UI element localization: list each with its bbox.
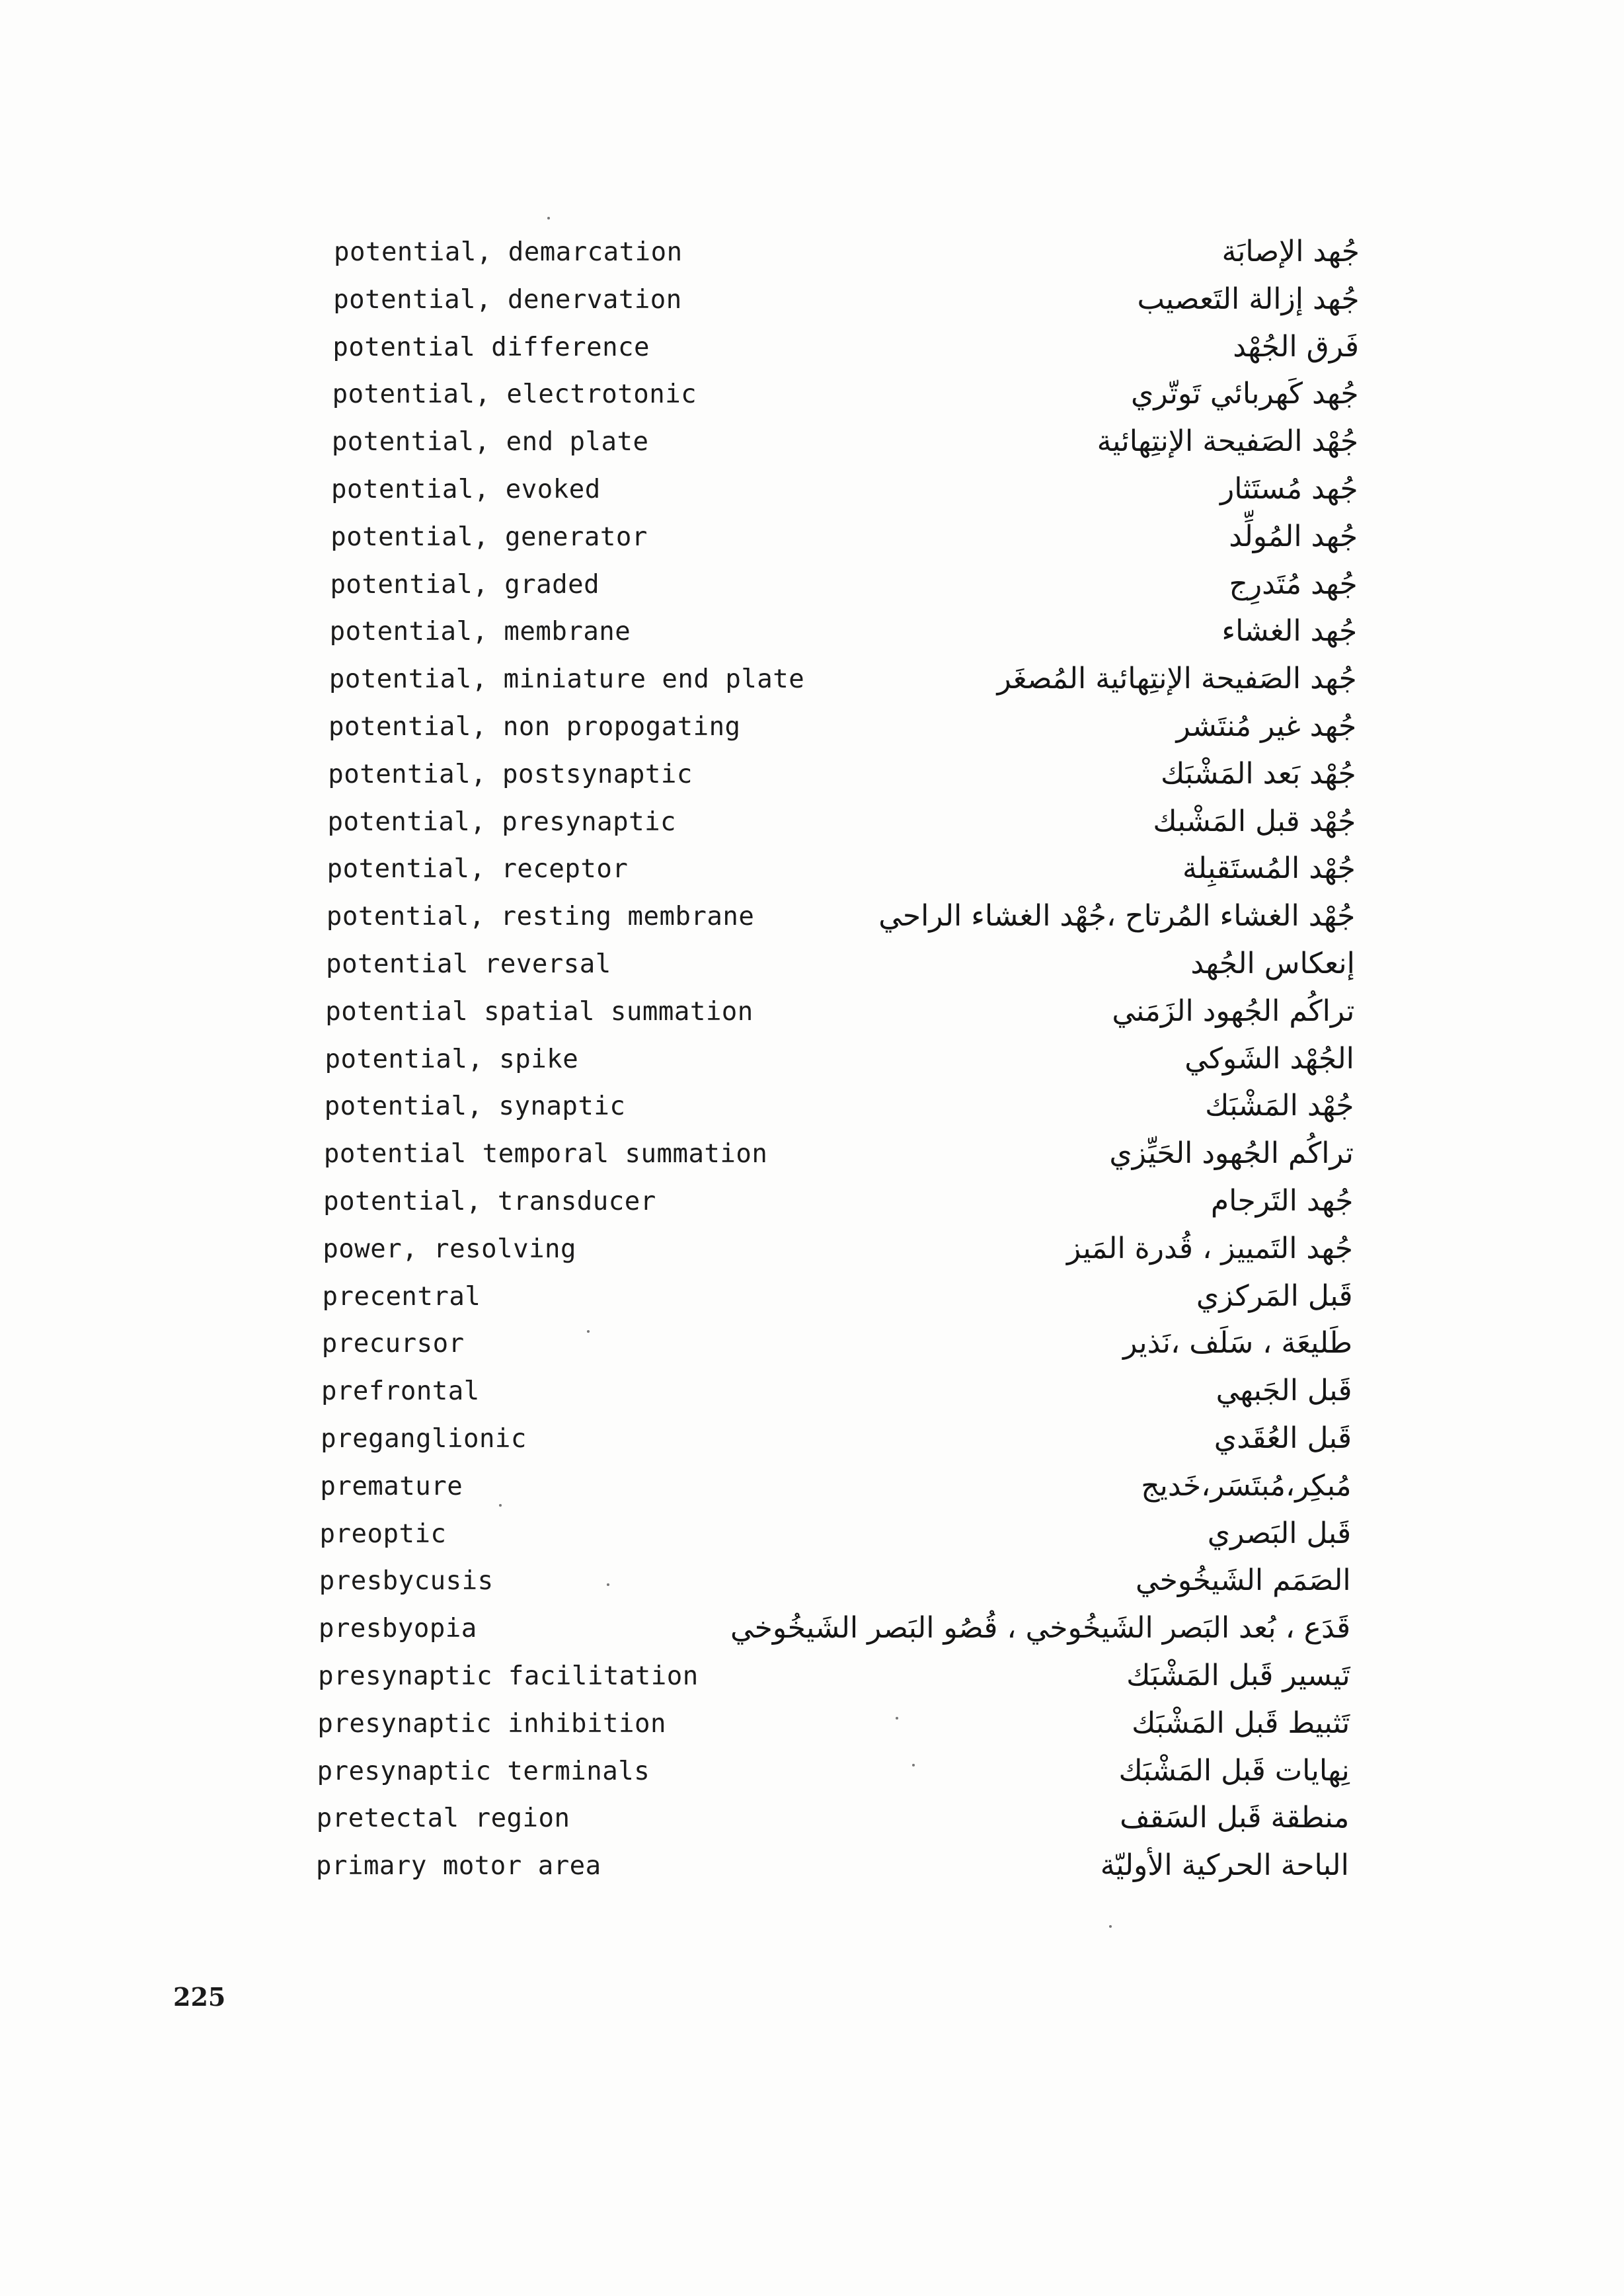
glossary-entry [0, 235, 1624, 282]
arabic-translation: جُهد التَرجام [1210, 1183, 1354, 1218]
english-term: potential temporal summation [323, 1139, 768, 1169]
glossary-list [0, 235, 1624, 1896]
glossary-entry [0, 377, 1623, 424]
arabic-translation: تَثبيط قَبل المَشْبَك [1132, 1706, 1350, 1740]
arabic-translation: إنعكاس الجُهد [1190, 946, 1355, 980]
glossary-entry [0, 1279, 1613, 1327]
arabic-translation: تَيسير قَبل المَشْبَك [1126, 1658, 1350, 1692]
english-term: potential, generator [330, 522, 648, 552]
glossary-entry [0, 330, 1623, 377]
arabic-translation: جُهْد المَشْبَك [1205, 1089, 1354, 1123]
english-term: premature [320, 1471, 463, 1501]
english-term: potential, postsynaptic [328, 759, 693, 789]
scan-speck [607, 1583, 609, 1586]
english-term: presynaptic facilitation [318, 1661, 699, 1691]
glossary-entry [0, 282, 1623, 330]
arabic-translation: الجُهْد الشَوكي [1184, 1041, 1354, 1076]
arabic-translation: قَدَع ، بُعد البَصر الشَيخُوخي ، قُصُو البَصر الشَيخُوخي [730, 1611, 1351, 1645]
english-term: pretectal region [316, 1803, 570, 1834]
glossary-entry [0, 567, 1620, 615]
page-number: 225 [173, 1982, 226, 2012]
english-term: potential spatial summation [325, 996, 754, 1027]
glossary-entry [0, 472, 1621, 520]
arabic-translation: منطقة قَبل السَقف [1120, 1801, 1350, 1835]
scan-speck [912, 1764, 915, 1766]
glossary-entry [0, 520, 1621, 567]
english-term: potential reversal [326, 949, 611, 979]
glossary-entry [0, 1564, 1609, 1611]
english-term: potential difference [332, 332, 650, 362]
glossary-entry [0, 1374, 1611, 1421]
glossary-entry [0, 1184, 1613, 1232]
glossary-entry [0, 899, 1617, 947]
english-term: presbyopia [318, 1614, 477, 1644]
english-term: potential, synaptic [324, 1091, 626, 1122]
glossary-entry [0, 424, 1622, 472]
english-term: presbycusis [319, 1566, 494, 1597]
english-term: potential, non propogating [329, 711, 741, 742]
english-term: potential, miniature end plate [329, 664, 805, 695]
english-term: power, resolving [323, 1234, 577, 1264]
arabic-translation: جُهد مُستَثار [1220, 471, 1358, 506]
english-term: presynaptic terminals [317, 1756, 650, 1786]
english-term: primary motor area [316, 1851, 601, 1881]
glossary-entry [0, 947, 1616, 994]
arabic-translation: جُهد الغشاء [1221, 614, 1358, 649]
arabic-translation: قَبل العُقَدي [1214, 1421, 1352, 1455]
english-term: potential, spike [325, 1044, 579, 1074]
scan-speck [499, 1504, 502, 1507]
glossary-entry [0, 1848, 1606, 1896]
scan-speck [896, 1717, 898, 1720]
english-term: potential, membrane [329, 617, 631, 647]
english-term: potential, demarcation [334, 237, 683, 267]
english-term: potential, evoked [331, 474, 601, 504]
arabic-translation: قَبل الجَبهي [1216, 1374, 1352, 1408]
scan-speck [1109, 1925, 1112, 1928]
english-term: presynaptic inhibition [317, 1708, 666, 1739]
glossary-entry [0, 757, 1618, 805]
english-term: potential, transducer [323, 1186, 656, 1216]
arabic-translation: جُهْد الصَفيحة الإنتِهائية [1097, 424, 1359, 459]
arabic-translation: طَليعَة ، سَلَف ،نَذير [1123, 1326, 1353, 1361]
arabic-translation: مُبكِر،مُبتَسَر،خَديج [1141, 1468, 1352, 1503]
glossary-entry [0, 1136, 1614, 1184]
arabic-translation: تراكُم الجُهود الحَيِّزي [1109, 1136, 1354, 1171]
arabic-translation: الصَمَم الشَيخُوخي [1135, 1564, 1351, 1598]
arabic-translation: جُهد الإصابَة [1221, 235, 1360, 268]
glossary-entry [0, 1706, 1607, 1754]
glossary-entry [0, 994, 1615, 1042]
glossary-entry [0, 1326, 1612, 1374]
english-term: potential, resting membrane [326, 902, 755, 932]
english-term: potential, graded [330, 569, 600, 600]
arabic-translation: جُهْد بَعد المَشْبَك [1160, 756, 1356, 791]
arabic-translation: تراكُم الجُهود الزَمَني [1112, 994, 1355, 1028]
glossary-entry [0, 851, 1617, 899]
english-term: prefrontal [321, 1376, 480, 1407]
arabic-translation: جُهد مُتَدرِج [1229, 567, 1358, 601]
arabic-translation: نِهايات قَبل المَشْبَك [1118, 1753, 1350, 1788]
english-term: potential, denervation [333, 284, 682, 315]
arabic-translation: قَبل البَصري [1207, 1516, 1352, 1550]
glossary-entry [0, 1421, 1611, 1469]
scan-speck [547, 217, 550, 219]
english-term: potential, receptor [327, 854, 629, 885]
glossary-entry [0, 1469, 1610, 1517]
english-term: potential, end plate [331, 427, 649, 457]
english-term: precursor [321, 1329, 465, 1359]
glossary-entry [0, 1659, 1608, 1706]
glossary-entry [0, 709, 1619, 757]
glossary-entry [0, 805, 1617, 852]
english-term: preganglionic [321, 1423, 527, 1454]
arabic-translation: فَرق الجُهْد [1233, 329, 1360, 364]
glossary-entry [0, 1611, 1609, 1659]
arabic-translation: جُهد الصَفيحة الإنتِهائية المُصغَر [997, 662, 1357, 696]
glossary-entry [0, 1089, 1615, 1136]
glossary-entry [0, 1517, 1610, 1564]
english-term: preoptic [319, 1519, 447, 1549]
arabic-translation: جُهد كَهربائي تَوتّري [1130, 377, 1359, 411]
arabic-translation: جُهْد قبل المَشْبك [1153, 804, 1356, 838]
english-term: potential, presynaptic [327, 807, 677, 837]
scan-speck [587, 1330, 590, 1333]
glossary-entry [0, 1801, 1607, 1848]
glossary-entry [0, 1042, 1615, 1089]
arabic-translation: قَبل المَركزي [1196, 1279, 1353, 1313]
arabic-translation: جُهْد الغشاء المُرتاح ،جُهْد الغشاء الراحي [878, 899, 1356, 933]
arabic-translation: جُهد التَمييز ، قُدرة المَيز [1067, 1231, 1353, 1265]
glossary-entry [0, 1232, 1613, 1279]
glossary-entry [0, 662, 1619, 709]
english-term: precentral [322, 1281, 481, 1312]
arabic-translation: جُهد غير مُنتَشر [1176, 709, 1357, 743]
arabic-translation: جُهْد المُستَقبِلة [1182, 851, 1356, 886]
glossary-entry [0, 1754, 1607, 1801]
arabic-translation: جُهد المُولِّد [1229, 519, 1358, 553]
english-term: potential, electrotonic [332, 379, 697, 410]
arabic-translation: جُهد إزالة التَعصيب [1137, 282, 1360, 316]
arabic-translation: الباحة الحركية الأوليّة [1100, 1848, 1349, 1883]
glossary-entry [0, 614, 1620, 662]
